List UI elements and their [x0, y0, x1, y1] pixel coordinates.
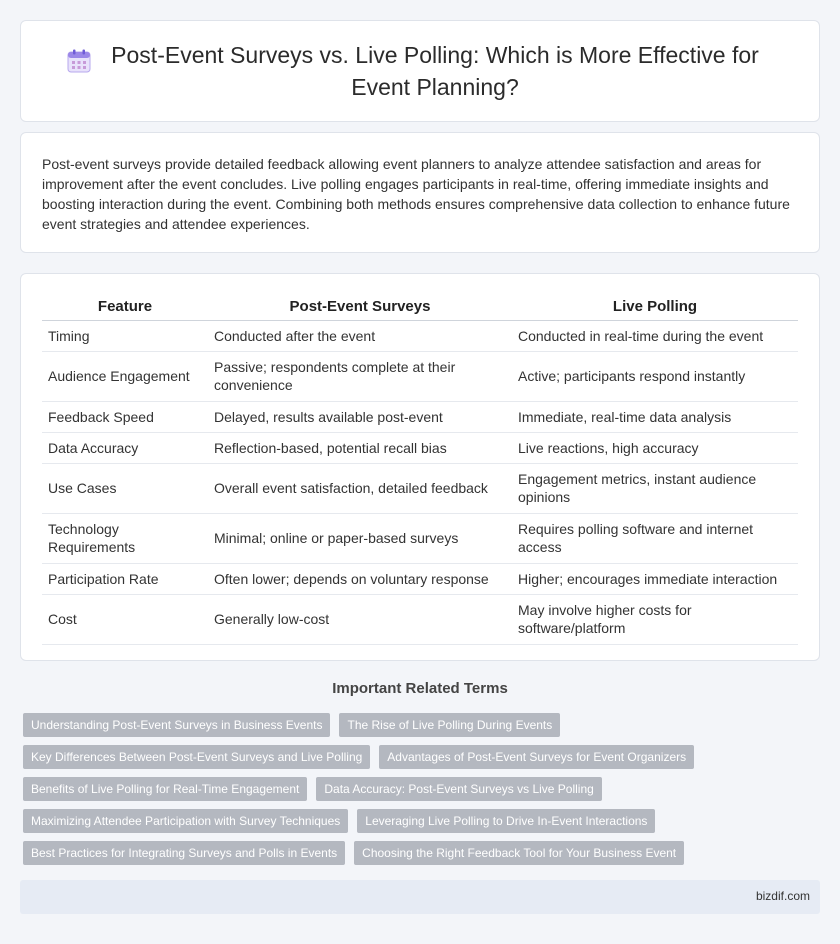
- related-terms-title: Important Related Terms: [332, 680, 508, 697]
- column-header-live-polling: Live Polling: [512, 294, 798, 320]
- feature-cell: Data Accuracy: [42, 432, 208, 463]
- survey-cell: Generally low-cost: [208, 594, 512, 644]
- intro-card: [20, 132, 820, 253]
- header-card: [20, 20, 820, 122]
- related-terms-list: [23, 713, 823, 873]
- related-term-tag[interactable]: Benefits of Live Polling for Real-Time Engagement: [23, 777, 307, 801]
- related-term-tag[interactable]: The Rise of Live Polling During Events: [339, 713, 560, 737]
- footer-site-link[interactable]: bizdif.com: [755, 889, 810, 903]
- feature-cell: Cost: [42, 594, 208, 644]
- polling-cell: Conducted in real-time during the event: [512, 320, 798, 351]
- survey-cell: Overall event satisfaction, detailed feedback: [208, 463, 512, 513]
- table-header-row: [42, 294, 798, 320]
- footer: [20, 880, 820, 914]
- related-term-tag[interactable]: Advantages of Post-Event Surveys for Event Organizers: [379, 745, 694, 769]
- survey-cell: Conducted after the event: [208, 320, 512, 351]
- polling-cell: Higher; encourages immediate interaction: [512, 563, 798, 594]
- table-row: [42, 463, 798, 513]
- polling-cell: Immediate, real-time data analysis: [512, 401, 798, 432]
- survey-cell: Reflection-based, potential recall bias: [208, 432, 512, 463]
- intro-text: Post-event surveys provide detailed feedback allowing event planners to analyze attendee satisfaction and areas for improvement after the event concludes. Live polling engages participants in real-time, offering immediate insights and boosting interaction during the event. Combining both methods ensures comprehensive data collection to enhance future event strategies and attendee experiences.: [42, 156, 790, 232]
- related-term-tag[interactable]: Choosing the Right Feedback Tool for Your Business Event: [354, 841, 684, 865]
- polling-cell: May involve higher costs for software/platform: [512, 594, 798, 644]
- page-title: Post-Event Surveys vs. Live Polling: Which is More Effective for Event Planning?: [111, 42, 759, 100]
- polling-cell: Engagement metrics, instant audience opinions: [512, 463, 798, 513]
- survey-cell: Often lower; depends on voluntary response: [208, 563, 512, 594]
- table-row: [42, 563, 798, 594]
- feature-cell: Timing: [42, 320, 208, 351]
- related-term-tag[interactable]: Maximizing Attendee Participation with Survey Techniques: [23, 809, 348, 833]
- table-row: [42, 351, 798, 401]
- survey-cell: Minimal; online or paper-based surveys: [208, 513, 512, 563]
- feature-cell: Technology Requirements: [42, 513, 208, 563]
- polling-cell: Active; participants respond instantly: [512, 351, 798, 401]
- table-row: [42, 513, 798, 563]
- related-term-tag[interactable]: Understanding Post-Event Surveys in Business Events: [23, 713, 330, 737]
- column-header-feature: Feature: [42, 294, 208, 320]
- feature-cell: Feedback Speed: [42, 401, 208, 432]
- related-term-tag[interactable]: Leveraging Live Polling to Drive In-Event Interactions: [357, 809, 655, 833]
- survey-cell: Passive; respondents complete at their convenience: [208, 351, 512, 401]
- table-row: [42, 320, 798, 351]
- related-term-tag[interactable]: Data Accuracy: Post-Event Surveys vs Live Polling: [316, 777, 601, 801]
- feature-cell: Participation Rate: [42, 563, 208, 594]
- column-header-post-event-surveys: Post-Event Surveys: [208, 294, 512, 320]
- related-term-tag[interactable]: Best Practices for Integrating Surveys and Polls in Events: [23, 841, 345, 865]
- feature-cell: Use Cases: [42, 463, 208, 513]
- polling-cell: Requires polling software and internet access: [512, 513, 798, 563]
- table-row: [42, 401, 798, 432]
- related-term-tag[interactable]: Key Differences Between Post-Event Surveys and Live Polling: [23, 745, 370, 769]
- comparison-table: [42, 294, 798, 645]
- table-row: [42, 432, 798, 463]
- survey-cell: Delayed, results available post-event: [208, 401, 512, 432]
- table-row: [42, 594, 798, 644]
- feature-cell: Audience Engagement: [42, 351, 208, 401]
- polling-cell: Live reactions, high accuracy: [512, 432, 798, 463]
- comparison-card: [20, 273, 820, 661]
